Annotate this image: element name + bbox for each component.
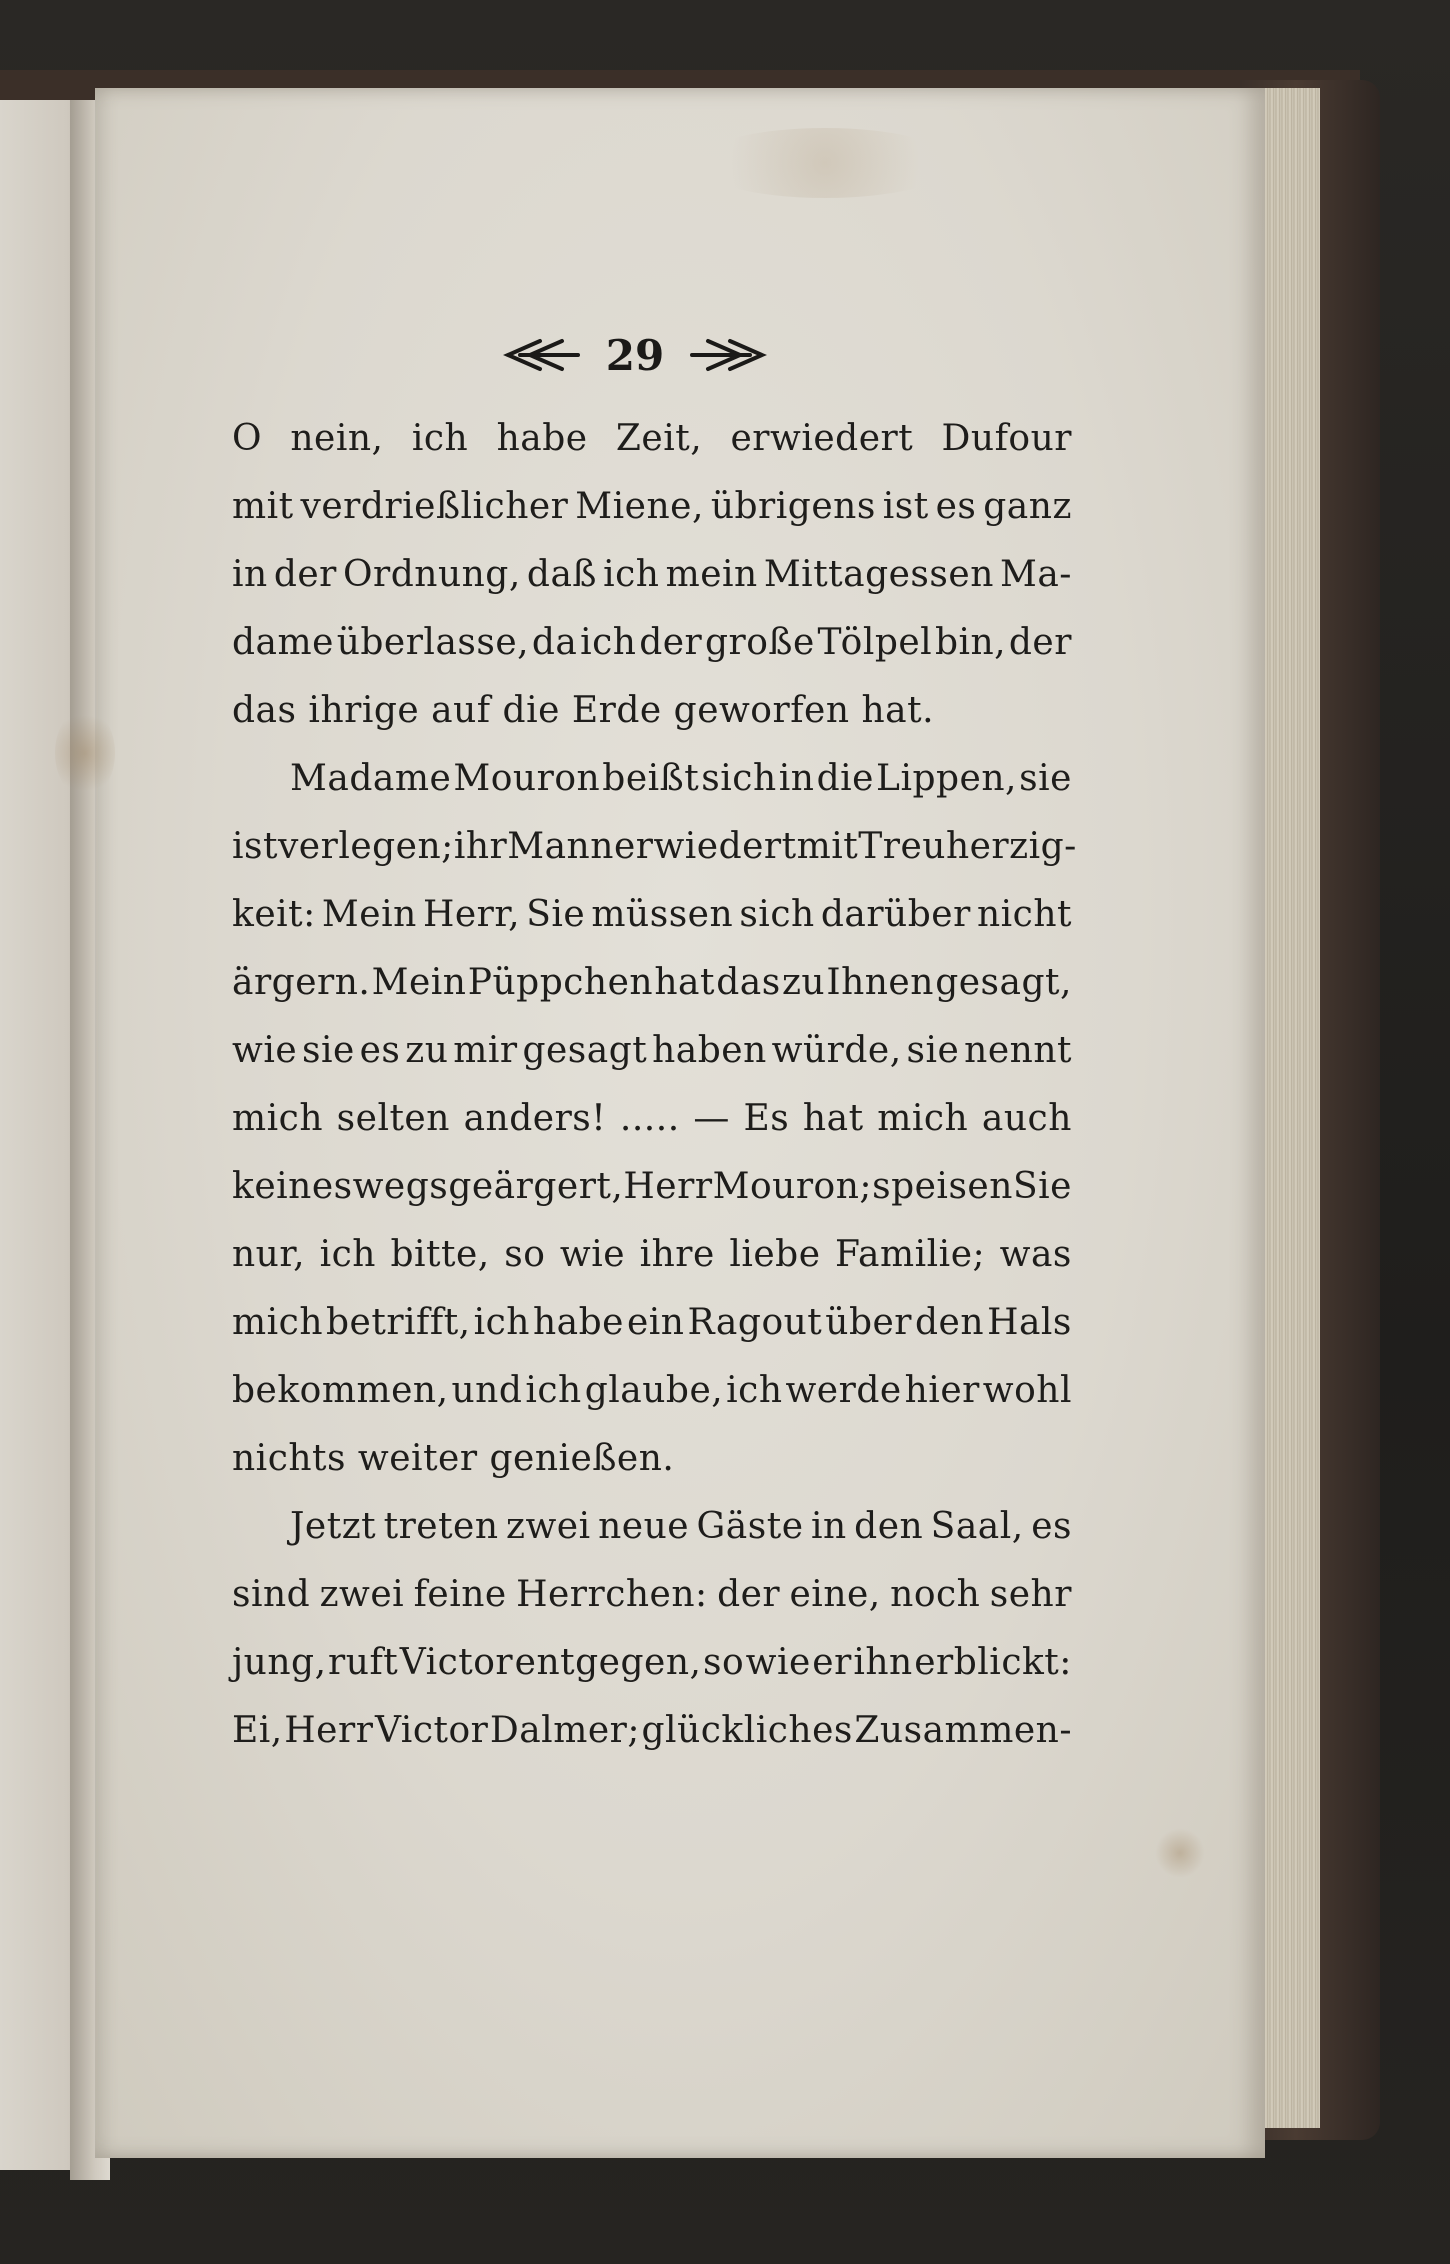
word: mich [877, 1098, 969, 1139]
word: Ihnen [826, 962, 934, 1003]
word: müssen [591, 894, 734, 935]
word: Püppchen [467, 962, 654, 1003]
word: Familie; [835, 1234, 986, 1275]
word: Mouron [453, 758, 601, 799]
page-header [495, 325, 775, 385]
word: Ma- [999, 554, 1072, 595]
word: so [504, 1234, 546, 1275]
text-line [232, 1085, 1072, 1153]
word: nennt [964, 1030, 1072, 1071]
word: liebe [729, 1234, 821, 1275]
word: bekommen, [232, 1370, 449, 1411]
word: habe [496, 418, 588, 459]
word: betrifft, [326, 1302, 471, 1343]
word: habe [532, 1302, 624, 1343]
word: Ei, [232, 1710, 283, 1751]
text-line [232, 1629, 1072, 1697]
word: Es [743, 1098, 790, 1139]
word: hier [904, 1370, 980, 1411]
word: ich [473, 1302, 530, 1343]
word: Herrchen: [516, 1574, 708, 1615]
word: Miene, [575, 486, 704, 527]
text-line [232, 1221, 1072, 1289]
word: was [999, 1234, 1072, 1275]
word: hat [802, 1098, 864, 1139]
body-text [232, 405, 1077, 1765]
word: Lippen, [876, 758, 1017, 799]
word: O [232, 418, 263, 459]
left-chevron-ornament-icon [500, 335, 580, 375]
word: den [915, 1302, 985, 1343]
word: Dalmer; [489, 1710, 640, 1751]
word: große [705, 622, 815, 663]
word: es [935, 486, 977, 527]
word: noch [890, 1574, 981, 1615]
word: zu [781, 962, 826, 1003]
text-line [232, 813, 1077, 881]
word: mit [796, 826, 859, 867]
text-line: das ihrige auf die Erde geworfen hat. [232, 690, 935, 731]
word: ganz [983, 486, 1072, 527]
word: sich [701, 758, 777, 799]
word: Mein [371, 962, 467, 1003]
word: Jetzt [290, 1506, 377, 1547]
word: sind [232, 1574, 311, 1615]
word: glaube, [584, 1370, 724, 1411]
word: es [1031, 1506, 1072, 1547]
word: ich [319, 1234, 376, 1275]
text-line [232, 609, 1072, 677]
word: gesagt, [935, 962, 1072, 1003]
word: verdrießlicher [300, 486, 569, 527]
word: Hals [987, 1302, 1072, 1343]
word: Mittagessen [763, 554, 994, 595]
word: ihr [453, 826, 508, 867]
word: Herr [623, 1166, 713, 1207]
word: erblickt: [914, 1642, 1072, 1683]
word: dame [232, 622, 334, 663]
word: und [451, 1370, 523, 1411]
word: Tölpel [817, 622, 933, 663]
word: ist [232, 826, 278, 867]
word: bin, [934, 622, 1007, 663]
word: gesagt [522, 1030, 648, 1071]
word: wohl [982, 1370, 1072, 1411]
word: eine, [789, 1574, 881, 1615]
word: haben [652, 1030, 767, 1071]
word: der [717, 1574, 781, 1615]
word: auch [981, 1098, 1072, 1139]
text-line [232, 541, 1072, 609]
word: sie [1019, 758, 1072, 799]
word: Victor [374, 1710, 489, 1751]
text-line [232, 1357, 1072, 1425]
text-line [232, 1561, 1072, 1629]
word: in [778, 758, 815, 799]
word: Victor [399, 1642, 514, 1683]
page-number: 29 [605, 330, 665, 380]
word: ist [882, 486, 929, 527]
word: — [693, 1098, 730, 1139]
word: Dufour [941, 418, 1072, 459]
word: in [810, 1506, 847, 1547]
text-line [232, 745, 1072, 813]
word: nein, [290, 418, 384, 459]
word: beißt [602, 758, 700, 799]
word: jung, [232, 1642, 327, 1683]
word: das [716, 962, 781, 1003]
word: Treuherzig- [858, 826, 1077, 867]
word: der [1008, 622, 1072, 663]
word: darüber [820, 894, 971, 935]
word: mein [665, 554, 758, 595]
word: treten [383, 1506, 499, 1547]
paper-stain [55, 708, 115, 798]
word: mich [232, 1302, 323, 1343]
word: wie [559, 1234, 626, 1275]
text-line [232, 473, 1072, 541]
word: sich [739, 894, 815, 935]
word: Saal, [930, 1506, 1024, 1547]
word: der [639, 622, 703, 663]
word: Herr, [422, 894, 521, 935]
word: bitte, [390, 1234, 490, 1275]
word: Herr [284, 1710, 374, 1751]
word: selten [336, 1098, 450, 1139]
text-line [232, 1493, 1072, 1561]
word: Madame [290, 758, 452, 799]
word: ich [580, 622, 637, 663]
word: feine [413, 1574, 507, 1615]
word: glückliches [641, 1710, 853, 1751]
word: über [825, 1302, 913, 1343]
word: ..... [619, 1098, 680, 1139]
text-line [232, 1017, 1072, 1085]
text-line [232, 949, 1072, 1017]
word: anders! [463, 1098, 607, 1139]
word: in [232, 554, 268, 595]
word: Mann [507, 826, 614, 867]
paper-stain [1155, 1828, 1205, 1878]
word: Gäste [696, 1506, 804, 1547]
word: Ordnung, [342, 554, 521, 595]
word: daß [526, 554, 597, 595]
word: hat [654, 962, 715, 1003]
word: es [359, 1030, 401, 1071]
word: wie [232, 1030, 298, 1071]
word: den [854, 1506, 924, 1547]
word: nicht [976, 894, 1072, 935]
word: geärgert, [448, 1166, 624, 1207]
text-line [232, 881, 1072, 949]
word: Zeit, [615, 418, 703, 459]
word: ihn [853, 1642, 913, 1683]
word: entgegen, [514, 1642, 702, 1683]
word: sehr [989, 1574, 1072, 1615]
word: keit: [232, 894, 316, 935]
word: würde, [771, 1030, 902, 1071]
word: erwiedert [730, 418, 914, 459]
word: zu [405, 1030, 449, 1071]
word: Mein [321, 894, 417, 935]
word: verlegen; [277, 826, 454, 867]
word: der [273, 554, 337, 595]
right-chevron-ornament-icon [690, 335, 770, 375]
word: mich [232, 1098, 323, 1139]
word: mir [453, 1030, 518, 1071]
word: ich [603, 554, 660, 595]
word: ich [411, 418, 469, 459]
word: Sie [526, 894, 586, 935]
word: sie [906, 1030, 960, 1071]
word: neue [598, 1506, 690, 1547]
word: keineswegs [232, 1166, 449, 1207]
word: zwei [506, 1506, 591, 1547]
word: Ragout [687, 1302, 823, 1343]
text-line [232, 1697, 1072, 1765]
word: da [531, 622, 578, 663]
text-line [232, 1289, 1072, 1357]
word: wie [745, 1642, 811, 1683]
word: sie [301, 1030, 355, 1071]
word: er [812, 1642, 852, 1683]
word: ärgern. [232, 962, 371, 1003]
paper-stain [695, 128, 955, 198]
text-line [232, 1153, 1072, 1221]
word: speisen [872, 1166, 1013, 1207]
word: so [702, 1642, 745, 1683]
word: ihre [639, 1234, 715, 1275]
word: Sie [1013, 1166, 1072, 1207]
word: übrigens [710, 486, 876, 527]
word: mit [232, 486, 294, 527]
word: ich [726, 1370, 783, 1411]
word: ruft [328, 1642, 399, 1683]
word: werde [785, 1370, 902, 1411]
text-line [232, 405, 1072, 473]
word: überlasse, [336, 622, 530, 663]
word: erwiedert [613, 826, 797, 867]
word: ich [525, 1370, 582, 1411]
word: nur, [232, 1234, 306, 1275]
word: zwei [319, 1574, 405, 1615]
text-line: nichts weiter genießen. [232, 1438, 675, 1479]
word: Mouron; [712, 1166, 873, 1207]
word: Zusammen- [854, 1710, 1072, 1751]
word: die [816, 758, 874, 799]
word: ein [626, 1302, 685, 1343]
